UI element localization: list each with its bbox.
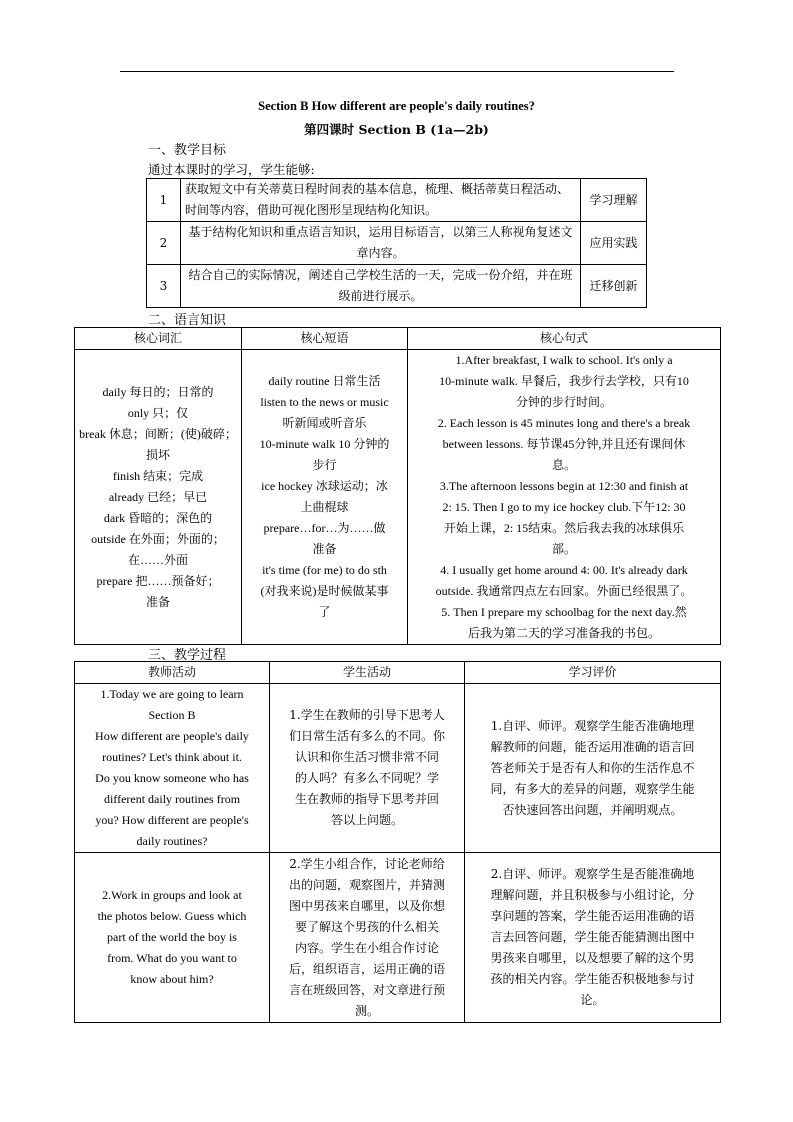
sentences-cell: 1.After breakfast, I walk to school. It's only a 10-minute walk. 早餐后，我步行去学校，只有10 分钟的步行时间。 2. Each lesson is 45 minutes long and there's a break between lessons. 每节课45分钟,并且还有课间休 息。 3.The afternoon lessons begin at 12:30 and finish at 2: 15. Then I go to my ice hockey club.下午12: 30 开始上课，2: 15结束。然后我去我的冰球俱乐 部。 4. I usually get home around 4: 00. It's already dark outside. 我通常四点左右回家。外面已经很黑了。 5. Then I prepare my schoolbag for the next day.然 后我为第二天的学习准备我的书包。	[408, 350, 721, 645]
objective-text: 获取短文中有关蒂莫日程时间表的基本信息，梳理、概括蒂莫日程活动、时间等内容，借助可视化图形呈现结构化知识。	[181, 179, 581, 222]
objectives-intro: 通过本课时的学习，学生能够:	[148, 162, 315, 177]
column-header: 核心词汇	[75, 328, 242, 350]
table-row	[75, 350, 721, 645]
table-row	[147, 265, 647, 308]
teacher-activity: 1.Today we are going to learn Section B How different are people's daily routines? Let's think about it. Do you know someone who has different daily routines from you? How different are people's daily routines?	[75, 684, 270, 853]
table-row	[75, 853, 721, 1023]
table-row	[147, 222, 647, 265]
objective-text: 结合自己的实际情况，阐述自己学校生活的一天，完成一份介绍，并在班级前进行展示。	[181, 265, 581, 308]
column-header: 核心句式	[408, 328, 721, 350]
objective-level: 学习理解	[581, 179, 647, 222]
section-heading-process: 三、教学过程	[148, 648, 227, 663]
column-header: 核心短语	[242, 328, 408, 350]
objective-text: 基于结构化知识和重点语言知识，运用目标语言，以第三人称视角复述文章内容。	[181, 222, 581, 265]
teacher-activity: 2.Work in groups and look at the photos below. Guess which part of the world the boy is from. What do you want to know about him?	[75, 853, 270, 1023]
objective-num: 1	[147, 179, 181, 222]
learning-evaluation: 1.自评、师评。观察学生能否准确地理 解教师的问题，能否运用准确的语言回 答老师关于是否有人和你的生活作息不 同，有多大的差异的问题，观察学生能 否快速回答出问题，并阐明观点。	[465, 684, 721, 853]
objective-level: 迁移创新	[581, 265, 647, 308]
section-heading-objectives: 一、教学目标	[148, 143, 227, 158]
objective-level: 应用实践	[581, 222, 647, 265]
section-heading-knowledge: 二、语言知识	[148, 313, 227, 328]
student-activity: 1.学生在教师的引导下思考人 们日常生活有多么的不同。你 认识和你生活习惯非常不同 的人吗？有多么不同呢？学 生在教师的指导下思考并回 答以上问题。	[270, 684, 465, 853]
phrases-cell: daily routine 日常生活 listen to the news or music 听新闻或听音乐 10-minute walk 10 分钟的 步行 ice hockey 冰球运动；冰 上曲棍球 prepare…for…为……做 准备 it's time (for me) to do sth (对我来说)是时候做某事 了	[242, 350, 408, 645]
header-rule	[120, 71, 674, 72]
objective-num: 2	[147, 222, 181, 265]
student-activity: 2.学生小组合作，讨论老师给 出的问题，观察图片，并猜测 图中男孩来自哪里，以及你想 要了解这个男孩的什么相关 内容。学生在小组合作讨论 后，组织语言，运用正确的语 言在班级回答，对文章进行预 测。	[270, 853, 465, 1023]
table-row	[75, 684, 721, 853]
page-title: Section B How different are people's daily routines?	[258, 99, 535, 113]
process-table	[74, 661, 721, 1023]
column-header: 教师活动	[75, 662, 270, 684]
learning-evaluation: 2.自评、师评。观察学生是否能准确地 理解问题，并且积极参与小组讨论，分 享问题的答案，学生能否运用准确的语 言去回答问题，学生能否能猜测出图中 男孩来自哪里，以及想要了解的这个男 孩的相关内容。学生能否积极地参与讨 论。	[465, 853, 721, 1023]
objective-num: 3	[147, 265, 181, 308]
vocab-cell: daily 每日的；日常的 only 只；仅 break 休息；间断；(使)破碎； 损坏 finish 结束；完成 already 已经；早已 dark 昏暗的；深色的 outside 在外面；外面的； 在……外面 prepare 把……预备好； 准备	[75, 350, 242, 645]
table-header-row	[75, 328, 721, 350]
column-header: 学生活动	[270, 662, 465, 684]
page-subtitle: 第四课时 Section B (1a—2b)	[304, 122, 489, 137]
column-header: 学习评价	[465, 662, 721, 684]
knowledge-table	[74, 327, 721, 645]
objectives-table	[146, 178, 647, 308]
table-row	[147, 179, 647, 222]
table-header-row	[75, 662, 721, 684]
